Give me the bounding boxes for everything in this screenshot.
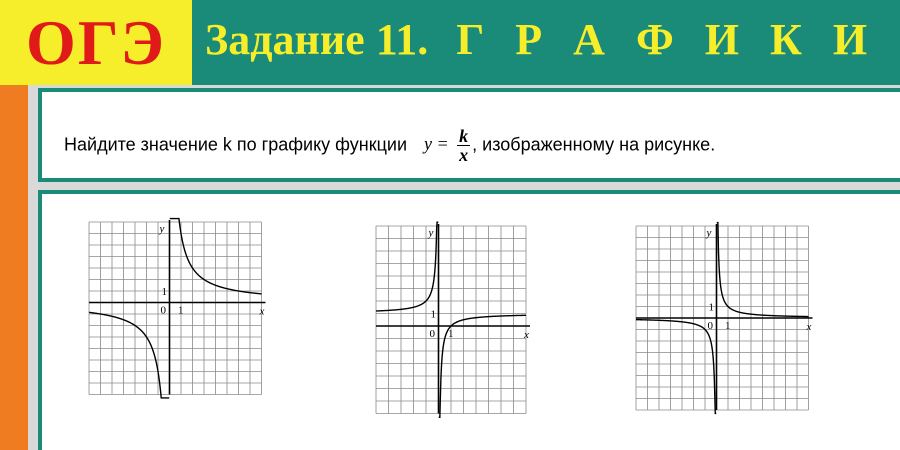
tick-label-x-1: 1 (725, 320, 731, 332)
x-axis-label: x (259, 305, 265, 318)
y-axis-label: y (706, 227, 712, 239)
oge-badge (0, 0, 192, 85)
origin-label: 0 (429, 328, 435, 340)
tick-label-y-1: 1 (430, 308, 436, 321)
formula-fraction (457, 127, 470, 164)
graph-2 (372, 222, 529, 410)
graph-3 (632, 222, 814, 410)
page-title (205, 16, 877, 64)
task-text-before: Найдите значение k по графику функции (64, 134, 408, 155)
tick-label-y-1: 1 (708, 301, 714, 314)
formula-lhs: y = (424, 133, 449, 154)
formula-numerator: k (459, 126, 469, 146)
y-axis-label: y (428, 227, 434, 239)
origin-label: 0 (160, 304, 166, 317)
tick-label-x-1: 1 (448, 328, 454, 340)
formula (424, 127, 470, 164)
oge-badge-text: ОГЭ (26, 6, 166, 78)
x-axis-label: x (524, 329, 529, 341)
task-number: Задание 11. (205, 15, 429, 64)
task-statement (64, 127, 715, 164)
curve-branch-left (636, 320, 716, 414)
tick-label-x-1: 1 (178, 304, 184, 317)
y-axis-label: y (159, 223, 165, 235)
origin-label: 0 (707, 320, 713, 332)
graph-1 (85, 218, 263, 400)
formula-denominator: x (459, 145, 469, 165)
task-text-after: , изображенному на рисунке. (472, 134, 716, 155)
tick-label-y-1: 1 (161, 286, 167, 298)
x-axis-label: x (806, 321, 812, 333)
topic-title: Г Р А Ф И К И (456, 15, 878, 64)
task-statement-box (38, 88, 900, 182)
